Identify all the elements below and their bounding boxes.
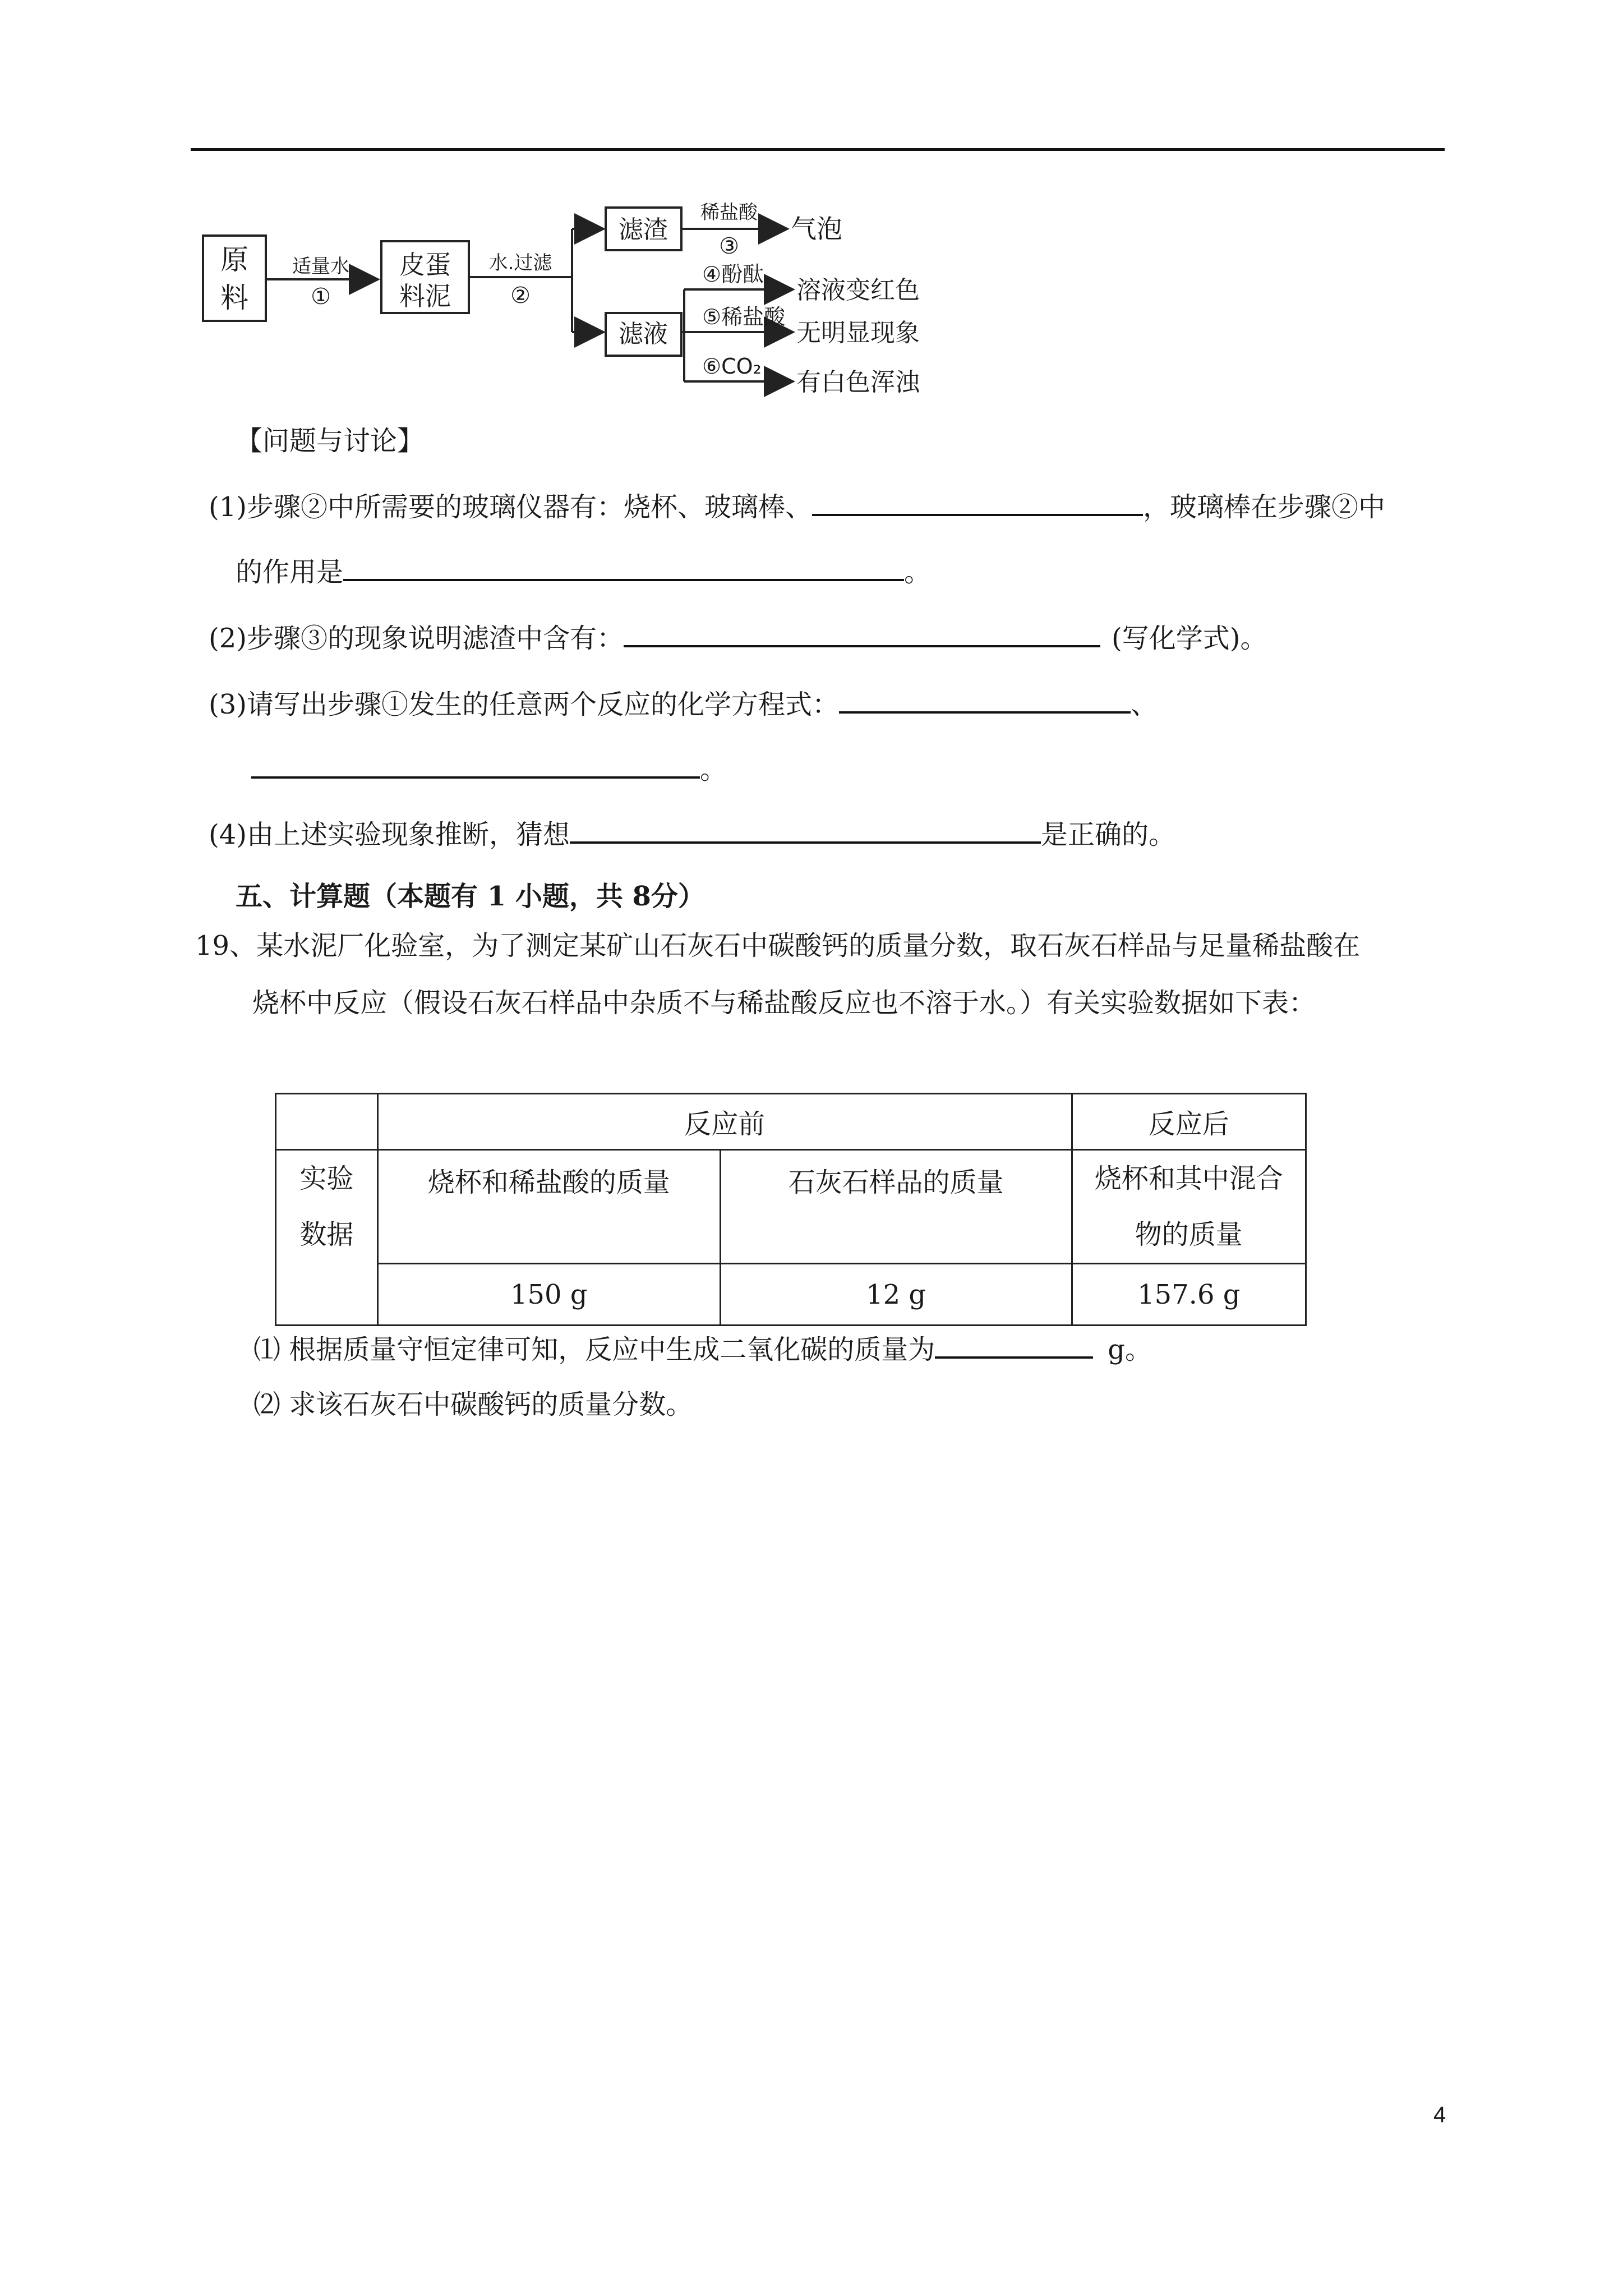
mud-label-1: 皮蛋 (399, 250, 451, 280)
question-3-line-2 (251, 751, 727, 786)
value-mixture: 157.6 g (1072, 1264, 1306, 1326)
col-header-mixture (1072, 1150, 1306, 1264)
q3-sep: 、 (1131, 689, 1158, 720)
row-label-line-2: 数据 (299, 1219, 354, 1250)
raw-label-2: 料 (220, 282, 248, 314)
filtrate-label: 滤液 (619, 320, 668, 348)
step6-label: ⑥CO₂ (702, 354, 762, 379)
row-label-cell (276, 1150, 378, 1326)
residue-label: 滤渣 (619, 215, 668, 244)
raw-label-1: 原 (220, 243, 248, 276)
step3-num: ③ (719, 233, 739, 259)
col-header-beaker-acid: 烧杯和稀盐酸的质量 (377, 1150, 720, 1264)
result5-label: 无明显现象 (796, 319, 920, 347)
header-before: 反应前 (377, 1094, 1072, 1150)
q4-blank[interactable] (570, 816, 1041, 844)
q4-text: (4)由上述实验现象推断，猜想 (209, 819, 570, 850)
s1-text: ⑴ 根据质量守恒定律可知，反应中生成二氧化碳的质量为 (253, 1334, 935, 1365)
q1-text: (1)步骤②中所需要的玻璃仪器有：烧杯、玻璃棒、 (209, 491, 812, 523)
result4-label: 溶液变红色 (796, 276, 920, 305)
experiment-data-table (275, 1093, 1307, 1326)
question-2 (209, 619, 1267, 655)
subquestion-1 (253, 1331, 1152, 1366)
result6-label: 有白色浑浊 (796, 368, 920, 397)
step4-label: ④酚酞 (702, 262, 764, 287)
question-1-line-2 (236, 553, 931, 589)
col-header-mixture-line-1: 烧杯和其中混合 (1094, 1163, 1283, 1194)
q3-blank-2[interactable] (251, 751, 700, 779)
q3-text: (3)请写出步骤①发生的任意两个反应的化学方程式： (209, 689, 839, 720)
table-corner-cell (276, 1094, 378, 1150)
result3-label: 气泡 (791, 214, 842, 244)
q1-line2: 的作用是 (236, 556, 344, 588)
mud-label-2: 料泥 (399, 281, 451, 311)
q1-after: ，玻璃棒在步骤②中 (1143, 491, 1386, 523)
q2-end: (写化学式)。 (1112, 623, 1267, 654)
step3-label: 稀盐酸 (700, 201, 758, 224)
page-number: 4 (1433, 2102, 1446, 2127)
s1-blank[interactable] (935, 1331, 1093, 1359)
col-header-mixture-line-2: 物的质量 (1135, 1219, 1243, 1250)
value-beaker-acid: 150 g (377, 1264, 720, 1326)
subquestion-2: ⑵ 求该石灰石中碳酸钙的质量分数。 (253, 1389, 693, 1420)
question-1-line-1 (209, 488, 1385, 524)
step1-label: 适量水 (292, 255, 349, 278)
s1-end: g。 (1108, 1334, 1152, 1365)
q1-end: 。 (904, 556, 932, 588)
q2-blank[interactable] (624, 619, 1100, 647)
section-5-heading: 五、计算题（本题有 1 小题，共 8分） (236, 881, 705, 912)
col-header-limestone: 石灰石样品的质量 (720, 1150, 1072, 1264)
q2-text: (2)步骤③的现象说明滤渣中含有： (209, 623, 624, 654)
q4-end: 是正确的。 (1041, 819, 1176, 850)
discussion-heading: 【问题与讨论】 (236, 425, 425, 457)
header-after: 反应后 (1072, 1094, 1306, 1150)
step1-num: ① (311, 284, 331, 310)
value-limestone: 12 g (720, 1264, 1072, 1326)
q1-blank-1[interactable] (812, 488, 1143, 516)
header-rule (191, 148, 1445, 151)
question-19-line-2: 烧杯中反应（假设石灰石样品中杂质不与稀盐酸反应也不溶于水。）有关实验数据如下表： (252, 987, 1316, 1019)
question-19-line-1: 19、某水泥厂化验室，为了测定某矿山石灰石中碳酸钙的质量分数，取石灰石样品与足量稀盐酸在 (195, 930, 1361, 961)
flowchart-diagram (191, 185, 976, 409)
q3-blank-1[interactable] (839, 685, 1131, 714)
question-3-line-1 (209, 685, 1158, 721)
step5-label: ⑤稀盐酸 (702, 305, 786, 329)
row-label-line-1: 实验 (299, 1163, 354, 1194)
question-4 (209, 816, 1175, 852)
q1-blank-2[interactable] (343, 553, 904, 581)
step2-num: ② (510, 283, 531, 309)
step2-label: 水.过滤 (488, 252, 552, 274)
q3-end: 。 (700, 754, 727, 785)
